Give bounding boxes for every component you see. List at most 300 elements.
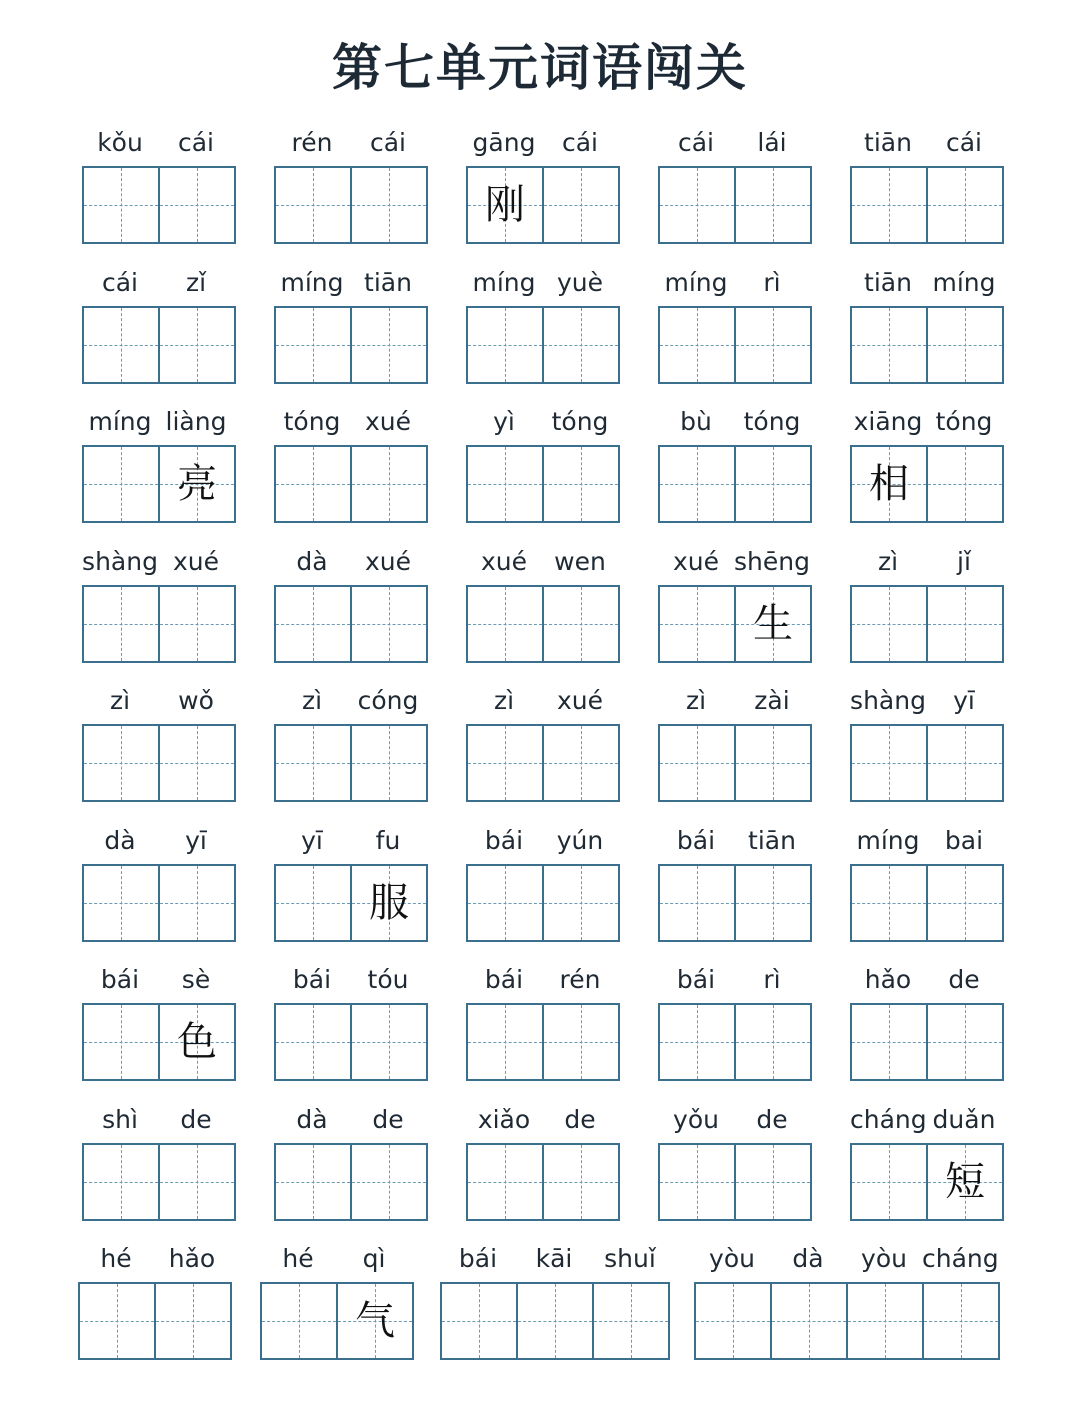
pinyin-syllable: de bbox=[180, 1104, 212, 1134]
tianzige-box[interactable] bbox=[466, 1143, 544, 1221]
tianzige-box[interactable] bbox=[926, 445, 1004, 523]
hint-character bbox=[848, 1284, 922, 1358]
pinyin-syllable: cái bbox=[101, 267, 138, 297]
tianzige-box[interactable] bbox=[466, 166, 544, 244]
tianzige-box[interactable] bbox=[82, 1143, 160, 1221]
pinyin-syllable: kāi bbox=[535, 1244, 573, 1273]
tianzige-box[interactable] bbox=[350, 445, 428, 523]
pinyin-syllable: zì bbox=[877, 546, 899, 576]
pinyin-syllable: cái bbox=[369, 128, 406, 157]
hint-character bbox=[468, 308, 542, 382]
pinyin-syllable: zì bbox=[301, 686, 323, 715]
hint-character: 短 bbox=[945, 1158, 985, 1205]
tianzige-box[interactable] bbox=[850, 1003, 928, 1081]
tianzige-box[interactable] bbox=[542, 1143, 620, 1221]
word-row bbox=[0, 965, 1080, 1105]
hint-character bbox=[468, 866, 542, 940]
hint-character bbox=[276, 308, 350, 382]
tianzige-box[interactable] bbox=[658, 1143, 736, 1221]
writing-boxes bbox=[82, 445, 236, 519]
hint-character bbox=[660, 587, 734, 661]
pinyin-syllable: shuǐ bbox=[604, 1244, 656, 1273]
writing-boxes bbox=[274, 864, 428, 938]
writing-boxes bbox=[466, 166, 620, 240]
tianzige-box[interactable] bbox=[850, 724, 928, 802]
pinyin-syllable: zì bbox=[685, 686, 707, 715]
pinyin-syllable: tóng bbox=[283, 407, 341, 436]
writing-boxes bbox=[658, 445, 812, 519]
hint-character bbox=[852, 866, 926, 940]
hint-character bbox=[660, 308, 734, 382]
tianzige-box[interactable] bbox=[274, 1003, 352, 1081]
tianzige-box[interactable] bbox=[336, 1282, 414, 1360]
hint-character bbox=[262, 1284, 336, 1358]
writing-boxes bbox=[274, 1003, 428, 1077]
pinyin-syllable: dà bbox=[296, 1104, 328, 1134]
pinyin-syllable: xué bbox=[364, 407, 412, 436]
hint-character bbox=[442, 1284, 516, 1358]
pinyin-syllable: de bbox=[756, 1104, 788, 1134]
pinyin-syllable: yī bbox=[953, 686, 975, 715]
tianzige-box[interactable] bbox=[154, 1282, 232, 1360]
hint-character bbox=[352, 447, 426, 521]
pinyin-syllable: yǒu bbox=[673, 1104, 719, 1134]
hint-character bbox=[160, 308, 234, 382]
hint-character: 色 bbox=[177, 1019, 217, 1065]
hint-character bbox=[928, 587, 1002, 661]
hint-character bbox=[276, 587, 350, 661]
hint-character bbox=[276, 168, 350, 242]
hint-character bbox=[928, 168, 1002, 242]
hint-character bbox=[160, 587, 234, 661]
pinyin-syllable: de bbox=[948, 965, 980, 994]
writing-boxes bbox=[694, 1282, 1000, 1356]
tianzige-box[interactable] bbox=[82, 864, 160, 942]
pinyin-syllable: hǎo bbox=[168, 1244, 216, 1273]
hint-character bbox=[352, 1005, 426, 1079]
tianzige-box[interactable] bbox=[850, 1143, 928, 1221]
tianzige-box[interactable] bbox=[158, 445, 236, 523]
hint-character bbox=[84, 866, 158, 940]
writing-boxes bbox=[82, 1143, 236, 1217]
tianzige-box[interactable] bbox=[734, 1003, 812, 1081]
tianzige-box[interactable] bbox=[350, 1143, 428, 1221]
hint-character bbox=[84, 168, 158, 242]
pinyin-syllable: tiān bbox=[364, 267, 412, 297]
writing-boxes bbox=[274, 1143, 428, 1217]
tianzige-box[interactable] bbox=[734, 306, 812, 384]
pinyin-syllable: kǒu bbox=[97, 128, 143, 157]
tianzige-box[interactable] bbox=[466, 864, 544, 942]
writing-boxes bbox=[658, 1003, 812, 1077]
tianzige-box[interactable] bbox=[516, 1282, 594, 1360]
pinyin-syllable: bái bbox=[484, 965, 524, 994]
tianzige-box[interactable] bbox=[158, 166, 236, 244]
pinyin-syllable: tiān bbox=[864, 267, 912, 297]
pinyin-syllable: tiān bbox=[748, 825, 796, 855]
tianzige-box[interactable] bbox=[542, 306, 620, 384]
pinyin-syllable: cái bbox=[561, 128, 598, 157]
tianzige-box[interactable] bbox=[82, 724, 160, 802]
hint-character bbox=[468, 1145, 542, 1219]
writing-boxes bbox=[850, 166, 1004, 240]
page-title: 第七单元词语闯关 bbox=[332, 39, 748, 97]
hint-character bbox=[544, 866, 618, 940]
tianzige-box[interactable] bbox=[850, 864, 928, 942]
pinyin-syllable: fu bbox=[375, 825, 401, 855]
hint-character bbox=[468, 447, 542, 521]
pinyin-syllable: xiǎo bbox=[477, 1104, 531, 1134]
pinyin-syllable: yòu bbox=[861, 1244, 907, 1273]
word-row bbox=[0, 268, 1080, 408]
writing-boxes bbox=[78, 1282, 232, 1356]
pinyin-syllable: sè bbox=[181, 965, 211, 994]
tianzige-box[interactable] bbox=[466, 1003, 544, 1081]
tianzige-box[interactable] bbox=[926, 724, 1004, 802]
writing-boxes bbox=[850, 306, 1004, 380]
pinyin-syllable: rén bbox=[291, 128, 333, 157]
pinyin-syllable: cái bbox=[177, 128, 214, 157]
tianzige-box[interactable] bbox=[260, 1282, 338, 1360]
pinyin-syllable: gāng bbox=[472, 128, 536, 157]
pinyin-syllable: rén bbox=[559, 965, 601, 994]
hint-character bbox=[660, 168, 734, 242]
hint-character bbox=[84, 726, 158, 800]
hint-character bbox=[660, 1005, 734, 1079]
tianzige-box[interactable] bbox=[350, 864, 428, 942]
tianzige-box[interactable] bbox=[466, 724, 544, 802]
writing-boxes bbox=[850, 585, 1004, 659]
tianzige-box[interactable] bbox=[158, 585, 236, 663]
word-row bbox=[0, 1244, 1080, 1384]
hint-character bbox=[156, 1284, 230, 1358]
pinyin-syllable: hé bbox=[100, 1244, 132, 1273]
writing-boxes bbox=[658, 1143, 812, 1217]
tianzige-box[interactable] bbox=[926, 1143, 1004, 1221]
pinyin-syllable: wen bbox=[554, 546, 606, 576]
tianzige-box[interactable] bbox=[466, 585, 544, 663]
pinyin-syllable: rì bbox=[763, 267, 781, 297]
pinyin-syllable: bai bbox=[944, 825, 984, 855]
hint-character bbox=[772, 1284, 846, 1358]
pinyin-syllable: xué bbox=[364, 546, 412, 576]
pinyin-syllable: shàng bbox=[850, 686, 926, 715]
pinyin-syllable: cái bbox=[677, 128, 714, 157]
tianzige-box[interactable] bbox=[466, 306, 544, 384]
writing-boxes bbox=[466, 864, 620, 938]
hint-character bbox=[468, 1005, 542, 1079]
writing-boxes bbox=[658, 166, 812, 240]
pinyin-syllable: zài bbox=[754, 686, 790, 715]
pinyin-syllable: dà bbox=[792, 1244, 824, 1273]
pinyin-syllable: cháng bbox=[850, 1104, 927, 1134]
tianzige-box[interactable] bbox=[734, 166, 812, 244]
word-row bbox=[0, 1105, 1080, 1245]
hint-character: 生 bbox=[753, 600, 793, 647]
hint-character bbox=[468, 726, 542, 800]
hint-character bbox=[544, 587, 618, 661]
tianzige-box[interactable] bbox=[658, 166, 736, 244]
pinyin-syllable: de bbox=[564, 1104, 596, 1134]
writing-boxes bbox=[850, 1143, 1004, 1217]
tianzige-box[interactable] bbox=[82, 585, 160, 663]
pinyin-syllable: yún bbox=[556, 825, 604, 855]
pinyin-syllable: yī bbox=[185, 825, 207, 855]
tianzige-box[interactable] bbox=[274, 585, 352, 663]
hint-character bbox=[660, 726, 734, 800]
tianzige-box[interactable] bbox=[658, 585, 736, 663]
hint-character bbox=[736, 1145, 810, 1219]
tianzige-box[interactable] bbox=[542, 166, 620, 244]
pinyin-syllable: tóng bbox=[743, 407, 801, 436]
tianzige-box[interactable] bbox=[734, 1143, 812, 1221]
tianzige-box[interactable] bbox=[658, 306, 736, 384]
hint-character bbox=[736, 726, 810, 800]
tianzige-box[interactable] bbox=[542, 864, 620, 942]
tianzige-box[interactable] bbox=[542, 1003, 620, 1081]
pinyin-syllable: míng bbox=[280, 267, 344, 297]
pinyin-syllable: hé bbox=[282, 1244, 314, 1273]
tianzige-box[interactable] bbox=[734, 445, 812, 523]
tianzige-box[interactable] bbox=[82, 166, 160, 244]
pinyin-syllable: cháng bbox=[922, 1244, 999, 1273]
tianzige-box[interactable] bbox=[350, 306, 428, 384]
hint-character bbox=[544, 726, 618, 800]
hint-character bbox=[660, 866, 734, 940]
writing-boxes bbox=[658, 724, 812, 798]
hint-character bbox=[276, 1145, 350, 1219]
tianzige-box[interactable] bbox=[542, 724, 620, 802]
hint-character bbox=[544, 1145, 618, 1219]
hint-character bbox=[352, 1145, 426, 1219]
hint-character bbox=[928, 447, 1002, 521]
writing-boxes bbox=[82, 724, 236, 798]
hint-character bbox=[518, 1284, 592, 1358]
pinyin-syllable: zǐ bbox=[185, 267, 207, 297]
hint-character: 相 bbox=[869, 461, 909, 507]
tianzige-box[interactable] bbox=[274, 1143, 352, 1221]
tianzige-box[interactable] bbox=[850, 306, 928, 384]
writing-boxes bbox=[850, 724, 1004, 798]
hint-character bbox=[736, 447, 810, 521]
hint-character bbox=[160, 168, 234, 242]
hint-character bbox=[852, 1145, 926, 1219]
tianzige-box[interactable] bbox=[274, 445, 352, 523]
hint-character bbox=[928, 308, 1002, 382]
tianzige-box[interactable] bbox=[734, 864, 812, 942]
tianzige-box[interactable] bbox=[926, 306, 1004, 384]
tianzige-box[interactable] bbox=[926, 166, 1004, 244]
hint-character bbox=[352, 587, 426, 661]
hint-character bbox=[84, 308, 158, 382]
hint-character bbox=[80, 1284, 154, 1358]
tianzige-box[interactable] bbox=[274, 724, 352, 802]
writing-boxes bbox=[658, 585, 812, 659]
writing-boxes bbox=[82, 864, 236, 938]
tianzige-box[interactable] bbox=[274, 864, 352, 942]
pinyin-syllable: jǐ bbox=[957, 546, 971, 576]
pinyin-syllable: yòu bbox=[709, 1244, 755, 1273]
writing-boxes bbox=[440, 1282, 670, 1356]
hint-character bbox=[544, 308, 618, 382]
tianzige-box[interactable] bbox=[926, 585, 1004, 663]
tianzige-box[interactable] bbox=[694, 1282, 772, 1360]
tianzige-box[interactable] bbox=[542, 585, 620, 663]
tianzige-box[interactable] bbox=[770, 1282, 848, 1360]
tianzige-box[interactable] bbox=[350, 166, 428, 244]
hint-character bbox=[736, 168, 810, 242]
hint-character bbox=[160, 1145, 234, 1219]
hint-character bbox=[276, 726, 350, 800]
pinyin-syllable: cái bbox=[945, 128, 982, 157]
pinyin-syllable: duǎn bbox=[932, 1104, 996, 1134]
pinyin-syllable: de bbox=[372, 1104, 404, 1134]
tianzige-box[interactable] bbox=[850, 445, 928, 523]
pinyin-syllable: bái bbox=[292, 965, 332, 994]
tianzige-box[interactable] bbox=[82, 306, 160, 384]
hint-character bbox=[852, 308, 926, 382]
pinyin-syllable: bù bbox=[680, 407, 712, 436]
word-row bbox=[0, 826, 1080, 966]
pinyin-syllable: rì bbox=[763, 965, 781, 994]
tianzige-box[interactable] bbox=[82, 1003, 160, 1081]
writing-boxes bbox=[274, 166, 428, 240]
pinyin-syllable: míng bbox=[856, 825, 920, 855]
tianzige-box[interactable] bbox=[658, 1003, 736, 1081]
hint-character bbox=[352, 308, 426, 382]
word-row bbox=[0, 128, 1080, 268]
pinyin-syllable: lái bbox=[757, 128, 787, 157]
hint-character bbox=[736, 1005, 810, 1079]
hint-character: 气 bbox=[355, 1298, 395, 1344]
tianzige-box[interactable] bbox=[850, 166, 928, 244]
hint-character bbox=[352, 726, 426, 800]
pinyin-syllable: dà bbox=[104, 825, 136, 855]
tianzige-box[interactable] bbox=[592, 1282, 670, 1360]
pinyin-syllable: tóng bbox=[935, 407, 993, 436]
pinyin-syllable: bái bbox=[484, 825, 524, 855]
writing-boxes bbox=[658, 864, 812, 938]
pinyin-syllable: bái bbox=[676, 965, 716, 994]
pinyin-syllable: shàng bbox=[82, 546, 158, 576]
writing-boxes bbox=[850, 864, 1004, 938]
hint-character bbox=[160, 726, 234, 800]
pinyin-syllable: shēng bbox=[734, 546, 810, 576]
hint-character bbox=[544, 447, 618, 521]
pinyin-syllable: xiāng bbox=[853, 407, 923, 436]
pinyin-syllable: cóng bbox=[357, 686, 419, 715]
pinyin-syllable: míng bbox=[88, 407, 152, 436]
pinyin-syllable: shì bbox=[102, 1104, 138, 1134]
tianzige-box[interactable] bbox=[922, 1282, 1000, 1360]
pinyin-syllable: liàng bbox=[165, 407, 227, 436]
writing-boxes bbox=[466, 724, 620, 798]
hint-character bbox=[928, 1005, 1002, 1079]
tianzige-box[interactable] bbox=[82, 445, 160, 523]
pinyin-syllable: míng bbox=[932, 267, 996, 297]
tianzige-box[interactable] bbox=[658, 864, 736, 942]
writing-boxes bbox=[850, 1003, 1004, 1077]
writing-boxes bbox=[82, 585, 236, 659]
pinyin-syllable: tóu bbox=[367, 965, 409, 994]
writing-boxes bbox=[260, 1282, 414, 1356]
tianzige-box[interactable] bbox=[734, 724, 812, 802]
tianzige-box[interactable] bbox=[658, 445, 736, 523]
tianzige-box[interactable] bbox=[158, 864, 236, 942]
pinyin-syllable: xué bbox=[556, 686, 604, 715]
tianzige-box[interactable] bbox=[350, 724, 428, 802]
hint-character bbox=[852, 587, 926, 661]
tianzige-box[interactable] bbox=[466, 445, 544, 523]
tianzige-box[interactable] bbox=[350, 585, 428, 663]
writing-boxes bbox=[82, 1003, 236, 1077]
tianzige-box[interactable] bbox=[158, 1143, 236, 1221]
tianzige-box[interactable] bbox=[158, 724, 236, 802]
hint-character: 亮 bbox=[177, 461, 217, 507]
tianzige-box[interactable] bbox=[926, 1003, 1004, 1081]
hint-character bbox=[84, 587, 158, 661]
hint-character bbox=[852, 168, 926, 242]
pinyin-syllable: yì bbox=[493, 407, 515, 436]
tianzige-box[interactable] bbox=[734, 585, 812, 663]
hint-character bbox=[696, 1284, 770, 1358]
word-row bbox=[0, 686, 1080, 826]
tianzige-box[interactable] bbox=[274, 166, 352, 244]
pinyin-syllable: yuè bbox=[556, 267, 604, 297]
hint-character bbox=[84, 1005, 158, 1079]
pinyin-syllable: qì bbox=[362, 1244, 386, 1273]
pinyin-syllable: míng bbox=[472, 267, 536, 297]
pinyin-syllable: xué bbox=[172, 546, 220, 576]
tianzige-box[interactable] bbox=[274, 306, 352, 384]
tianzige-box[interactable] bbox=[850, 585, 928, 663]
tianzige-box[interactable] bbox=[440, 1282, 518, 1360]
pinyin-syllable: hǎo bbox=[864, 965, 912, 994]
tianzige-box[interactable] bbox=[158, 306, 236, 384]
hint-character bbox=[352, 168, 426, 242]
hint-character: 服 bbox=[369, 879, 409, 926]
hint-character bbox=[924, 1284, 998, 1358]
writing-boxes bbox=[658, 306, 812, 380]
hint-character bbox=[736, 308, 810, 382]
pinyin-syllable: xué bbox=[480, 546, 528, 576]
hint-character bbox=[84, 447, 158, 521]
tianzige-box[interactable] bbox=[658, 724, 736, 802]
writing-boxes bbox=[274, 724, 428, 798]
writing-boxes bbox=[274, 306, 428, 380]
tianzige-box[interactable] bbox=[542, 445, 620, 523]
hint-character bbox=[276, 447, 350, 521]
hint-character bbox=[276, 866, 350, 940]
word-row bbox=[0, 547, 1080, 687]
tianzige-box[interactable] bbox=[350, 1003, 428, 1081]
tianzige-box[interactable] bbox=[78, 1282, 156, 1360]
tianzige-box[interactable] bbox=[926, 864, 1004, 942]
hint-character bbox=[468, 587, 542, 661]
hint-character bbox=[852, 726, 926, 800]
hint-character bbox=[928, 726, 1002, 800]
hint-character bbox=[160, 866, 234, 940]
hint-character bbox=[928, 866, 1002, 940]
pinyin-syllable: zì bbox=[493, 686, 515, 715]
pinyin-syllable: bái bbox=[458, 1244, 498, 1273]
writing-boxes bbox=[466, 445, 620, 519]
pinyin-syllable: wǒ bbox=[178, 686, 214, 715]
pinyin-syllable: bái bbox=[676, 825, 716, 855]
tianzige-box[interactable] bbox=[846, 1282, 924, 1360]
tianzige-box[interactable] bbox=[158, 1003, 236, 1081]
pinyin-syllable: míng bbox=[664, 267, 728, 297]
